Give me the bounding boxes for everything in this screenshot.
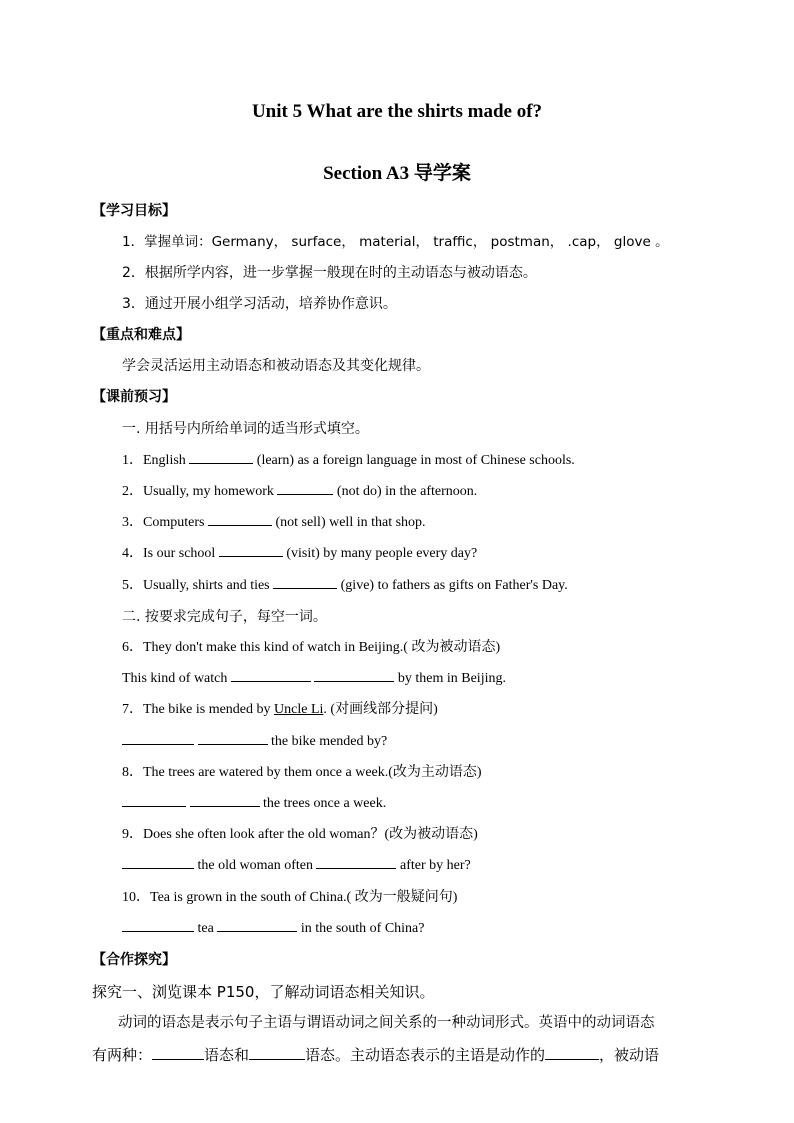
answer-blank[interactable] xyxy=(219,544,283,557)
question-6: 6．They don't make this kind of watch in Beijing.( 改为被动语态) xyxy=(122,640,501,655)
answer-blank[interactable] xyxy=(273,576,337,589)
answer-blank[interactable] xyxy=(316,856,396,869)
answer-blank[interactable] xyxy=(122,794,186,807)
answer-blank[interactable] xyxy=(189,451,253,464)
cooperate-heading: 【合作探究】 xyxy=(92,952,176,968)
answer-blank[interactable] xyxy=(190,794,260,807)
answer-blank[interactable] xyxy=(277,482,333,495)
objective-item-3: 3．通过开展小组学习活动，培养协作意识。 xyxy=(122,296,397,312)
question-4: 4．Is our school (visit) by many people every day? xyxy=(122,546,478,561)
paragraph-line-1: 动词的语态是表示句子主语与谓语动词之间关系的一种动词形式。英语中的动词语态 xyxy=(118,1015,655,1031)
question-1: 1．English (learn) as a foreign language in most of Chinese schools. xyxy=(122,453,575,468)
objective-item-1: 1．掌握单词：Germany， surface， material， traffic， postman， .cap， glove 。 xyxy=(122,234,669,250)
answer-blank[interactable] xyxy=(231,669,311,682)
question-6-answer: This kind of watch by them in Beijing. xyxy=(122,671,506,686)
question-7-answer: the bike mended by? xyxy=(122,732,387,752)
page-title: Unit 5 What are the shirts made of? xyxy=(251,101,543,122)
answer-blank[interactable] xyxy=(122,732,194,745)
answer-blank[interactable] xyxy=(122,856,194,869)
question-2: 2．Usually, my homework (not do) in the afternoon. xyxy=(122,484,478,499)
key-points-heading: 【重点和难点】 xyxy=(92,327,190,343)
question-9-answer: the old woman often after by her? xyxy=(122,856,471,876)
question-7: 7．The bike is mended by Uncle Li. (对画线部分提问) xyxy=(122,702,438,717)
page-subtitle: Section A3 导学案 xyxy=(323,163,471,184)
question-10: 10．Tea is grown in the south of China.( 改为一般疑问句) xyxy=(122,890,458,905)
paragraph-line-2: 有两种： 语态和 语态。主动语态表示的主语是动作的 ，被动语 xyxy=(92,1046,660,1064)
answer-blank[interactable] xyxy=(208,513,272,526)
question-10-answer: tea in the south of China? xyxy=(122,919,424,939)
answer-blank[interactable] xyxy=(217,919,297,932)
question-8-answer: the trees once a week. xyxy=(122,794,386,814)
question-5: 5．Usually, shirts and ties (give) to fathers as gifts on Father's Day. xyxy=(122,578,568,593)
answer-blank[interactable] xyxy=(314,669,394,682)
answer-blank[interactable] xyxy=(198,732,268,745)
objective-item-2: 2．根据所学内容，进一步掌握一般现在时的主动语态与被动语态。 xyxy=(122,265,537,281)
part1-title: 一. 用括号内所给单词的适当形式填空。 xyxy=(122,421,369,437)
question-3: 3．Computers (not sell) well in that shop. xyxy=(122,515,426,530)
underlined-phrase: Uncle Li xyxy=(274,702,324,717)
explore-1: 探究一、浏览课本 P150，了解动词语态相关知识。 xyxy=(92,983,435,1001)
answer-blank[interactable] xyxy=(249,1047,305,1060)
part2-title: 二. 按要求完成句子，每空一词。 xyxy=(122,609,327,625)
answer-blank[interactable] xyxy=(122,919,194,932)
question-8: 8．The trees are watered by them once a week.(改为主动语态) xyxy=(122,765,482,780)
answer-blank[interactable] xyxy=(152,1047,204,1060)
key-points-text: 学会灵活运用主动语态和被动语态及其变化规律。 xyxy=(122,358,430,374)
question-9: 9．Does she often look after the old woman？(改为被动语态) xyxy=(122,827,478,842)
objectives-heading: 【学习目标】 xyxy=(92,203,176,219)
answer-blank[interactable] xyxy=(545,1047,599,1060)
preview-heading: 【课前预习】 xyxy=(92,389,176,405)
